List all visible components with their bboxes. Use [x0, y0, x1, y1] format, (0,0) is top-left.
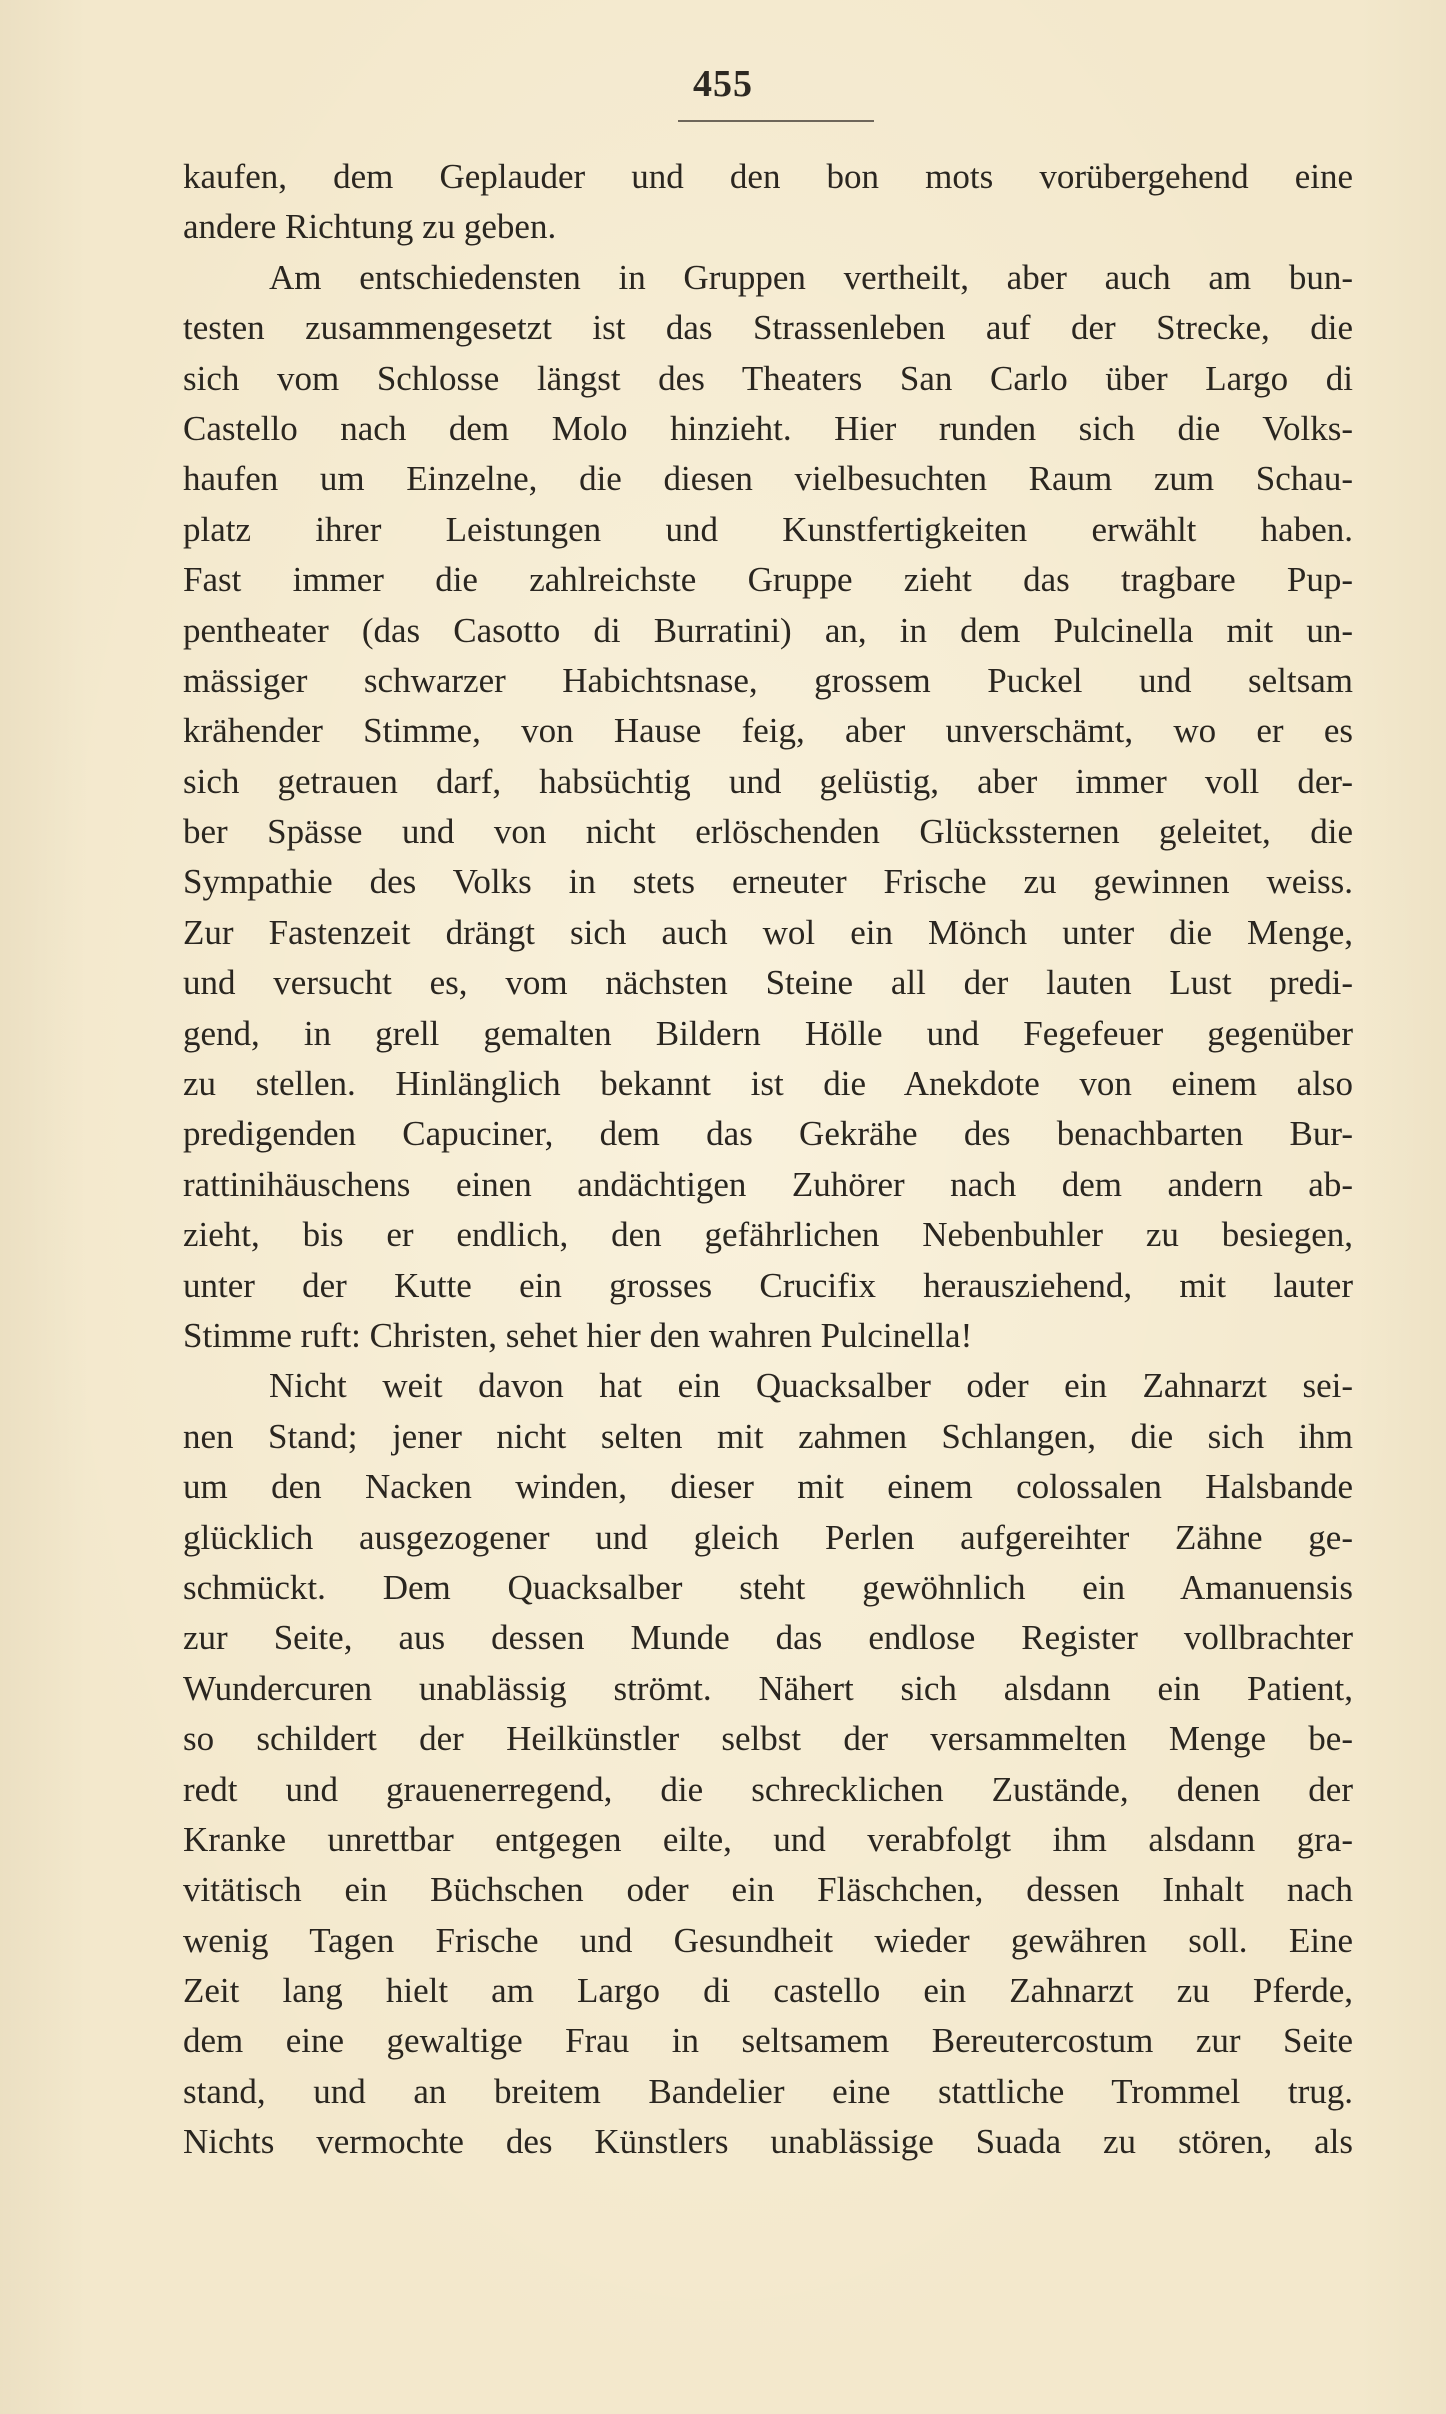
- text-line: Am entschiedensten in Gruppen vertheilt, aber auch am bun-: [269, 257, 1353, 297]
- text-line: rattinihäuschens einen andächtigen Zuhörer nach dem andern ab-: [183, 1164, 1353, 1204]
- text-line: kaufen, dem Geplauder und den bon mots vorübergehend eine: [183, 157, 1353, 196]
- text-line: zur Seite, aus dessen Munde das endlose Register vollbrachter: [183, 1618, 1353, 1658]
- text-line: glücklich ausgezogener und gleich Perlen aufgereihter Zähne ge-: [183, 1517, 1353, 1557]
- text-line: Sympathie des Volks in stets erneuter Frische zu gewinnen weiss.: [183, 862, 1353, 902]
- text-line: Kranke unrettbar entgegen eilte, und verabfolgt ihm alsdann gra-: [183, 1819, 1353, 1859]
- text-line: redt und grauenerregend, die schrecklichen Zustände, denen der: [183, 1769, 1353, 1809]
- text-line: wenig Tagen Frische und Gesundheit wieder gewähren soll. Eine: [183, 1920, 1353, 1960]
- text-line: nen Stand; jener nicht selten mit zahmen Schlangen, die sich ihm: [183, 1416, 1353, 1456]
- text-line: und versucht es, vom nächsten Steine all der lauten Lust predi-: [183, 963, 1353, 1003]
- text-line: so schildert der Heilkünstler selbst der versammelten Menge be-: [183, 1719, 1353, 1759]
- text-line: krähender Stimme, von Hause feig, aber unverschämt, wo er es: [183, 711, 1353, 751]
- text-line: zieht, bis er endlich, den gefährlichen Nebenbuhler zu besiegen,: [183, 1215, 1353, 1255]
- text-line: ber Spässe und von nicht erlöschenden Glückssternen geleitet, die: [183, 812, 1353, 852]
- text-line: unter der Kutte ein grosses Crucifix herausziehend, mit lauter: [183, 1265, 1353, 1305]
- text-line: schmückt. Dem Quacksalber steht gewöhnlich ein Amanuensis: [183, 1567, 1353, 1607]
- text-line: dem eine gewaltige Frau in seltsamem Bereutercostum zur Seite: [183, 2021, 1353, 2061]
- text-line: predigenden Capuciner, dem das Gekrähe des benachbarten Bur-: [183, 1114, 1353, 1154]
- text-line: zu stellen. Hinlänglich bekannt ist die Anekdote von einem also: [183, 1064, 1353, 1104]
- body-text: [183, 152, 1353, 2168]
- text-line: sich vom Schlosse längst des Theaters San Carlo über Largo di: [183, 358, 1353, 398]
- text-line: platz ihrer Leistungen und Kunstfertigkeiten erwählt haben.: [183, 509, 1353, 549]
- header-rule: [678, 120, 874, 122]
- text-line: Fast immer die zahlreichste Gruppe zieht das tragbare Pup-: [183, 560, 1353, 600]
- text-line: stand, und an breitem Bandelier eine stattliche Trommel trug.: [183, 2071, 1353, 2111]
- text-line: pentheater (das Casotto di Burratini) an, in dem Pulcinella mit un-: [183, 610, 1353, 650]
- text-line: gend, in grell gemalten Bildern Hölle und Fegefeuer gegenüber: [183, 1013, 1353, 1053]
- text-line: Stimme ruft: Christen, sehet hier den wahren Pulcinella!: [183, 1315, 973, 1355]
- text-line: sich getrauen darf, habsüchtig und gelüstig, aber immer voll der-: [183, 761, 1353, 801]
- text-line: andere Richtung zu geben.: [183, 207, 557, 247]
- text-line: Castello nach dem Molo hinzieht. Hier runden sich die Volks-: [183, 408, 1353, 448]
- text-line: um den Nacken winden, dieser mit einem colossalen Halsbande: [183, 1467, 1353, 1507]
- text-line: mässiger schwarzer Habichtsnase, grossem Puckel und seltsam: [183, 660, 1353, 700]
- text-line: Nichts vermochte des Künstlers unablässige Suada zu stören, als: [183, 2122, 1353, 2162]
- text-line: testen zusammengesetzt ist das Strassenleben auf der Strecke, die: [183, 308, 1353, 348]
- text-line: Zur Fastenzeit drängt sich auch wol ein Mönch unter die Menge,: [183, 912, 1353, 952]
- text-line: Zeit lang hielt am Largo di castello ein Zahnarzt zu Pferde,: [183, 1971, 1353, 2011]
- text-line: vitätisch ein Büchschen oder ein Fläschchen, dessen Inhalt nach: [183, 1870, 1353, 1910]
- text-line: Nicht weit davon hat ein Quacksalber oder ein Zahnarzt sei-: [269, 1366, 1353, 1406]
- text-line: haufen um Einzelne, die diesen vielbesuchten Raum zum Schau-: [183, 459, 1353, 499]
- page-number: 455: [693, 63, 753, 105]
- text-line: Wundercuren unablässig strömt. Nähert sich alsdann ein Patient,: [183, 1668, 1353, 1708]
